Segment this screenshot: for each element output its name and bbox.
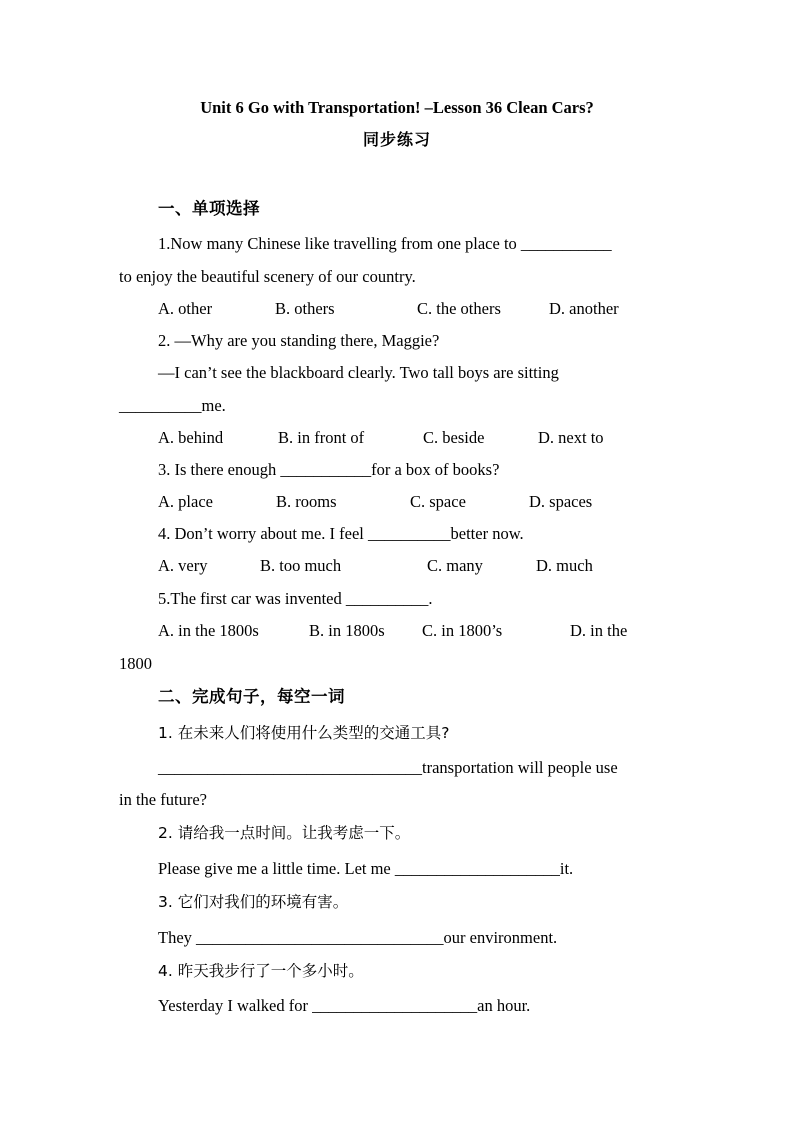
sentence-4-english: Yesterday I walked for ____________________an hour. — [158, 996, 531, 1015]
sentence-1-english-continued: in the future? — [119, 790, 207, 809]
q1-option-a: A. other — [158, 299, 213, 318]
page-subtitle: 同步练习 — [362, 132, 431, 149]
sentence-1-chinese: 1. 在未来人们将使用什么类型的交通工具? — [158, 724, 450, 742]
section-heading-multiple-choice: 一、单项选择 — [158, 199, 260, 218]
q3-option-a: A. place — [158, 492, 213, 511]
q2-option-b: B. in front of — [278, 428, 365, 447]
question-4-stem: 4. Don’t worry about me. I feel __________better now. — [158, 524, 524, 543]
q5-option-a: A. in the 1800s — [158, 621, 259, 640]
question-2-stem: 2. —Why are you standing there, Maggie? — [158, 331, 440, 350]
question-5-stem: 5.The first car was invented __________. — [158, 589, 433, 608]
q3-option-b: B. rooms — [276, 492, 337, 511]
sentence-2-english: Please give me a little time. Let me ____________________it. — [158, 859, 574, 878]
q5-option-b: B. in 1800s — [309, 621, 385, 640]
q2-option-a: A. behind — [158, 428, 224, 447]
q4-option-d: D. much — [536, 556, 593, 575]
page-title: Unit 6 Go with Transportation! –Lesson 36 Clean Cars? — [200, 98, 594, 117]
q2-option-d: D. next to — [538, 428, 604, 447]
q2-option-c: C. beside — [423, 428, 485, 447]
sentence-4-chinese: 4. 昨天我步行了一个多小时。 — [158, 962, 364, 980]
q4-option-c: C. many — [427, 556, 483, 575]
q4-option-b: B. too much — [260, 556, 342, 575]
question-1-stem: 1.Now many Chinese like travelling from one place to ___________ — [158, 234, 612, 253]
question-3-stem: 3. Is there enough ___________for a box of books? — [158, 460, 500, 479]
sentence-3-english: They ______________________________our environment. — [158, 928, 558, 947]
q1-option-b: B. others — [275, 299, 335, 318]
section-heading-complete-sentences: 二、完成句子，每空一词 — [158, 687, 345, 706]
q5-option-d: D. in the — [570, 621, 628, 640]
sentence-3-chinese: 3. 它们对我们的环境有害。 — [158, 893, 349, 911]
q1-option-d: D. another — [549, 299, 619, 318]
question-2-stem-continued: —I can’t see the blackboard clearly. Two tall boys are sitting — [158, 363, 559, 382]
q3-option-d: D. spaces — [529, 492, 593, 511]
question-5-option-d-continued: 1800 — [119, 654, 152, 673]
q5-option-c: C. in 1800’s — [422, 621, 503, 640]
q1-option-c: C. the others — [417, 299, 501, 318]
question-1-stem-continued: to enjoy the beautiful scenery of our country. — [119, 267, 416, 286]
q4-option-a: A. very — [158, 556, 208, 575]
sentence-1-english: ________________________________transportation will people use — [158, 758, 618, 777]
q3-option-c: C. space — [410, 492, 466, 511]
sentence-2-chinese: 2. 请给我一点时间。让我考虑一下。 — [158, 824, 411, 842]
question-2-stem-blank: __________me. — [119, 396, 226, 415]
